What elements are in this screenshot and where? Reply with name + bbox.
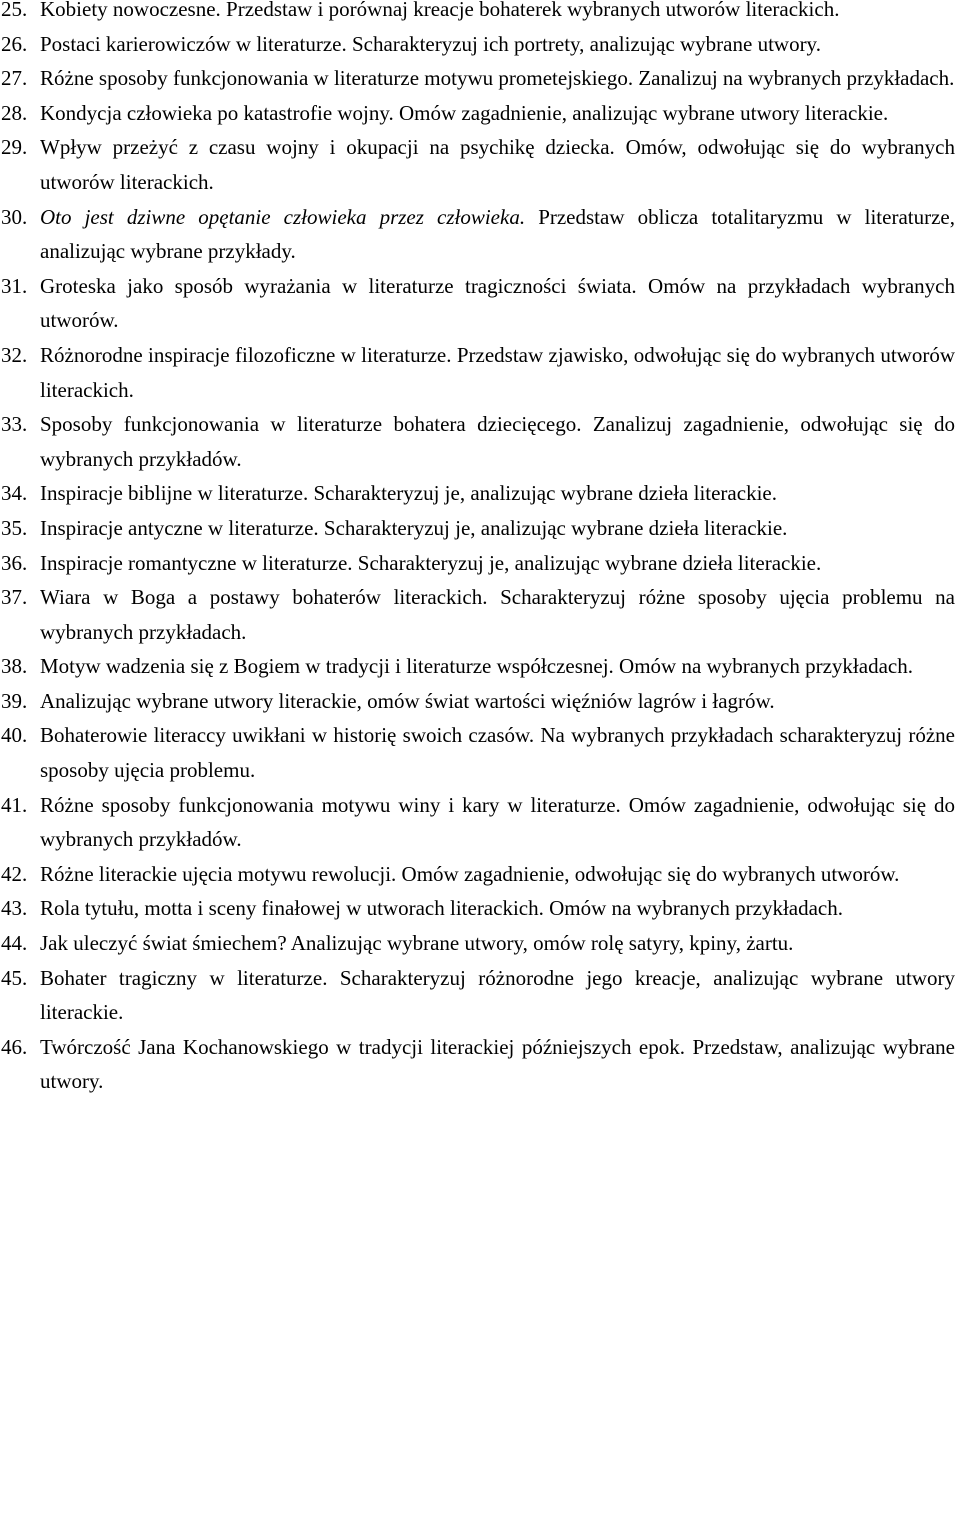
item-number: 26.	[1, 31, 28, 56]
item-text: Wiara w Boga a postawy bohaterów literackich. Scharakteryzuj różne sposoby ujęcia problemu na wybranych przykładach.	[40, 585, 955, 644]
list-item	[0, 684, 960, 719]
item-text: Motyw wadzenia się z Bogiem w tradycji i literaturze współczesnej. Omów na wybranych przykładach.	[40, 654, 913, 679]
list-item	[0, 891, 960, 926]
item-text: Wpływ przeżyć z czasu wojny i okupacji na psychikę dziecka. Omów, odwołując się do wybranych utworów literackich.	[40, 135, 955, 194]
item-text: Kondycja człowieka po katastrofie wojny. Omów zagadnienie, analizując wybrane utwory literackie.	[40, 100, 889, 125]
list-item	[0, 961, 960, 1030]
list-item	[0, 61, 960, 96]
item-text: Inspiracje antyczne w literaturze. Scharakteryzuj je, analizując wybrane dzieła literackie.	[40, 515, 788, 540]
item-number: 33.	[1, 412, 28, 437]
list-item	[0, 718, 960, 787]
item-number: 27.	[1, 66, 28, 91]
list-item	[0, 649, 960, 684]
item-text: Postaci karierowiczów w literaturze. Scharakteryzuj ich portrety, analizując wybrane utwory.	[40, 31, 821, 56]
item-number: 35.	[1, 515, 28, 540]
list-item	[0, 0, 960, 27]
item-number: 34.	[1, 481, 28, 506]
list-item	[0, 27, 960, 62]
item-number: 38.	[1, 654, 28, 679]
item-text: Bohaterowie literaccy uwikłani w historię swoich czasów. Na wybranych przykładach scharakteryzuj różne sposoby ujęcia problemu.	[40, 723, 955, 783]
item-number: 25.	[1, 0, 28, 21]
item-text: Inspiracje romantyczne w literaturze. Scharakteryzuj je, analizując wybrane dzieła literackie.	[40, 550, 822, 575]
item-text: Sposoby funkcjonowania w literaturze bohatera dziecięcego. Zanalizuj zagadnienie, odwołując się do wybranych przykładów.	[40, 412, 955, 471]
list-item	[0, 476, 960, 511]
item-number: 28.	[1, 100, 28, 125]
item-number: 30.	[1, 204, 28, 229]
list-item	[0, 338, 960, 407]
list-item	[0, 511, 960, 546]
list-item	[0, 269, 960, 338]
item-text: Różne literackie ujęcia motywu rewolucji. Omów zagadnienie, odwołując się do wybranych utworów.	[40, 861, 900, 886]
item-text: Bohater tragiczny w literaturze. Scharakteryzuj różnorodne jego kreacje, analizując wybrane utwory literackie.	[40, 965, 955, 1025]
item-number: 41.	[1, 792, 28, 817]
item-text: Analizując wybrane utwory literackie, omów świat wartości więźniów lagrów i łagrów.	[40, 688, 775, 713]
item-number: 43.	[1, 896, 28, 921]
item-text: Oto jest dziwne opętanie człowieka przez człowieka. Przedstaw oblicza totalitaryzmu w literaturze, analizując wybrane przykłady.	[40, 204, 955, 264]
list-item	[0, 580, 960, 649]
item-number: 37.	[1, 585, 28, 610]
item-number: 36.	[1, 550, 28, 575]
item-text: Różne sposoby funkcjonowania w literaturze motywu prometejskiego. Zanalizuj na wybranych przykładach.	[40, 66, 955, 91]
list-item	[0, 788, 960, 857]
item-number: 44.	[1, 931, 28, 956]
item-number: 31.	[1, 273, 28, 298]
item-number: 45.	[1, 965, 28, 990]
list-item	[0, 407, 960, 476]
item-text: Inspiracje biblijne w literaturze. Scharakteryzuj je, analizując wybrane dzieła literackie.	[40, 481, 777, 506]
item-number: 29.	[1, 135, 28, 160]
item-quote: Oto jest dziwne opętanie człowieka przez człowieka.	[40, 204, 526, 229]
list-item	[0, 546, 960, 581]
list-item	[0, 926, 960, 961]
item-text: Rola tytułu, motta i sceny finałowej w utworach literackich. Omów na wybranych przykładach.	[40, 896, 844, 921]
item-number: 39.	[1, 688, 28, 713]
item-number: 46.	[1, 1034, 28, 1059]
item-text: Różnorodne inspiracje filozoficzne w literaturze. Przedstaw zjawisko, odwołując się do wybranych utworów literackich.	[40, 342, 955, 402]
item-number: 42.	[1, 861, 28, 886]
item-number: 40.	[1, 723, 28, 748]
list-item	[0, 200, 960, 269]
item-text: Różne sposoby funkcjonowania motywu winy i kary w literaturze. Omów zagadnienie, odwołując się do wybranych przykładów.	[40, 792, 955, 852]
item-text: Groteska jako sposób wyrażania w literaturze tragiczności świata. Omów na przykładach wybranych utworów.	[40, 273, 955, 333]
list-item	[0, 130, 960, 199]
item-text: Kobiety nowoczesne. Przedstaw i porównaj kreacje bohaterek wybranych utworów literackich.	[40, 0, 840, 21]
list-item	[0, 857, 960, 892]
item-number: 32.	[1, 342, 28, 367]
list-item	[0, 96, 960, 131]
item-text: Jak uleczyć świat śmiechem? Analizując wybrane utwory, omów rolę satyry, kpiny, żartu.	[40, 931, 794, 956]
list-item	[0, 1030, 960, 1099]
item-text: Twórczość Jana Kochanowskiego w tradycji literackiej późniejszych epok. Przedstaw, analizując wybrane utwory.	[40, 1034, 955, 1094]
